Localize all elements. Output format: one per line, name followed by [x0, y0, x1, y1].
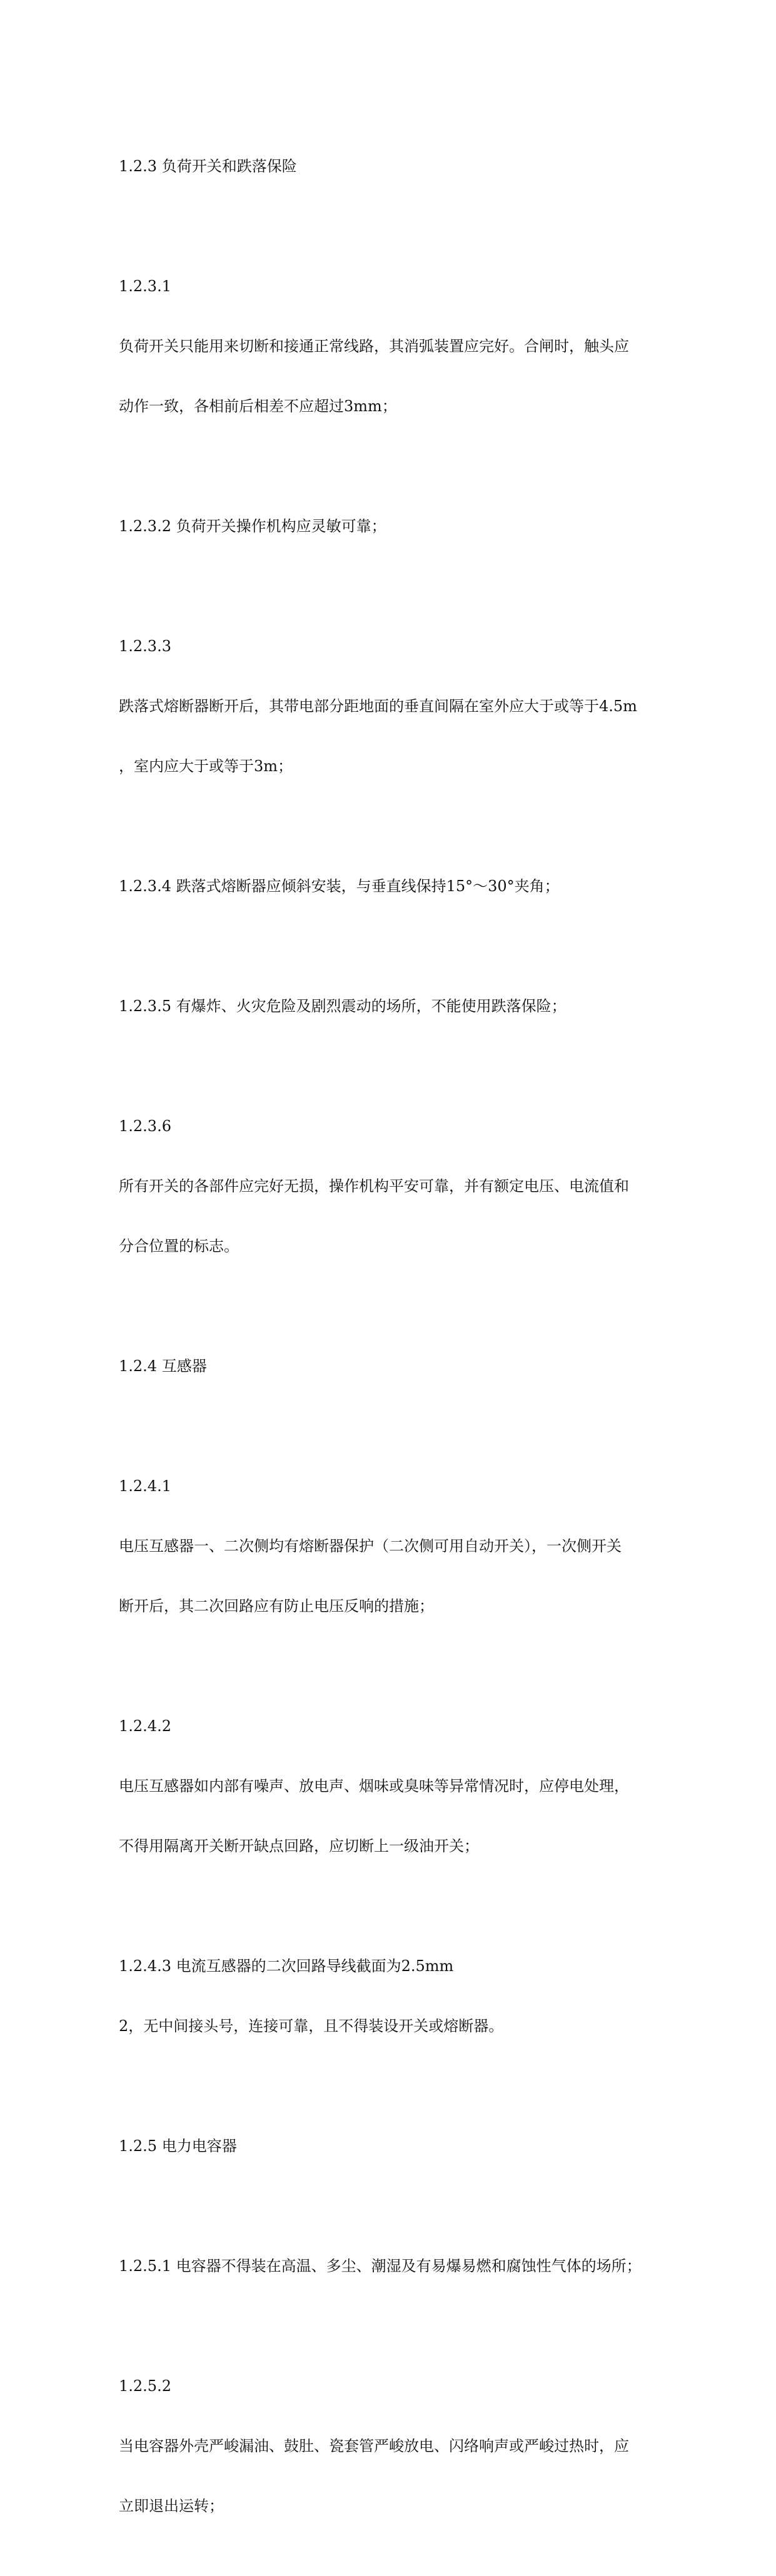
text-line: 电压互感器一、二次侧均有熔断器保护（二次侧可用自动开关），一次侧开关 — [119, 1537, 622, 1555]
text-line: 1.2.4 互感器 — [119, 1357, 207, 1375]
text-line: 电压互感器如内部有噪声、放电声、烟味或臭味等异常情况时，应停电处理， — [119, 1777, 629, 1795]
text-line: 跌落式熔断器断开后，其带电部分距地面的垂直间隔在室外应大于或等于4.5m — [119, 697, 637, 715]
text-line: 1.2.3 负荷开关和跌落保险 — [119, 157, 297, 175]
clause-number: 1.2.3.1 — [119, 277, 171, 295]
text-line: ，室内应大于或等于3m； — [119, 757, 293, 775]
clause-number: 1.2.4.2 — [119, 1717, 171, 1735]
section-heading — [119, 2096, 669, 2196]
text-line: 所有开关的各部件应完好无损，操作机构平安可靠，并有额定电压、电流值和 — [119, 1177, 629, 1195]
clause-paragraph — [119, 836, 669, 936]
clause-paragraph — [119, 236, 669, 456]
text-line: 当电容器外壳严峻漏油、鼓肚、瓷套管严峻放电、闪络响声或严峻过热时，应 — [119, 2437, 629, 2455]
text-line: 断开后，其二次回路应有防止电压反响的措施； — [119, 1597, 434, 1615]
text-line: 1.2.3.2 负荷开关操作机构应灵敏可靠； — [119, 517, 386, 535]
clause-paragraph — [119, 1916, 669, 2076]
clause-paragraph — [119, 2216, 669, 2316]
clause-number: 1.2.3.6 — [119, 1117, 171, 1135]
clause-number: 1.2.4.1 — [119, 1477, 171, 1495]
clause-paragraph — [119, 476, 669, 576]
text-line: 1.2.4.3 电流互感器的二次回路导线截面为2.5mm — [119, 1957, 454, 1975]
text-line: 不得用隔离开关断开缺点回路，应切断上一级油开关； — [119, 1837, 479, 1855]
section-heading — [119, 1316, 669, 1416]
text-line: 负荷开关只能用来切断和接通正常线路，其消弧装置应完好。合闸时，触头应 — [119, 337, 629, 355]
clause-paragraph — [119, 1436, 669, 1656]
text-line: 动作一致，各相前后相差不应超过3mm； — [119, 397, 397, 415]
clause-number: 1.2.3.3 — [119, 637, 171, 655]
text-line: 分合位置的标志。 — [119, 1237, 239, 1255]
text-line: 2，无中间接头号，连接可靠，且不得装设开关或熔断器。 — [119, 2017, 504, 2035]
clause-paragraph — [119, 2336, 669, 2556]
text-line: 立即退出运转； — [119, 2497, 224, 2515]
clause-number: 1.2.5.2 — [119, 2377, 171, 2395]
text-line: 1.2.3.5 有爆炸、火灾危险及剧烈震动的场所，不能使用跌落保险； — [119, 997, 567, 1015]
clause-paragraph — [119, 1676, 669, 1896]
clause-paragraph — [119, 956, 669, 1056]
clause-paragraph — [119, 1076, 669, 1296]
text-line: 1.2.3.4 跌落式熔断器应倾斜安装，与垂直线保持15°～30°夹角； — [119, 877, 560, 895]
document-body — [119, 116, 669, 2576]
section-heading — [119, 116, 669, 216]
text-line: 1.2.5.1 电容器不得装在高温、多尘、潮湿及有易爆易燃和腐蚀性气体的场所； — [119, 2257, 642, 2275]
text-line: 1.2.5 电力电容器 — [119, 2137, 237, 2155]
clause-paragraph — [119, 596, 669, 816]
